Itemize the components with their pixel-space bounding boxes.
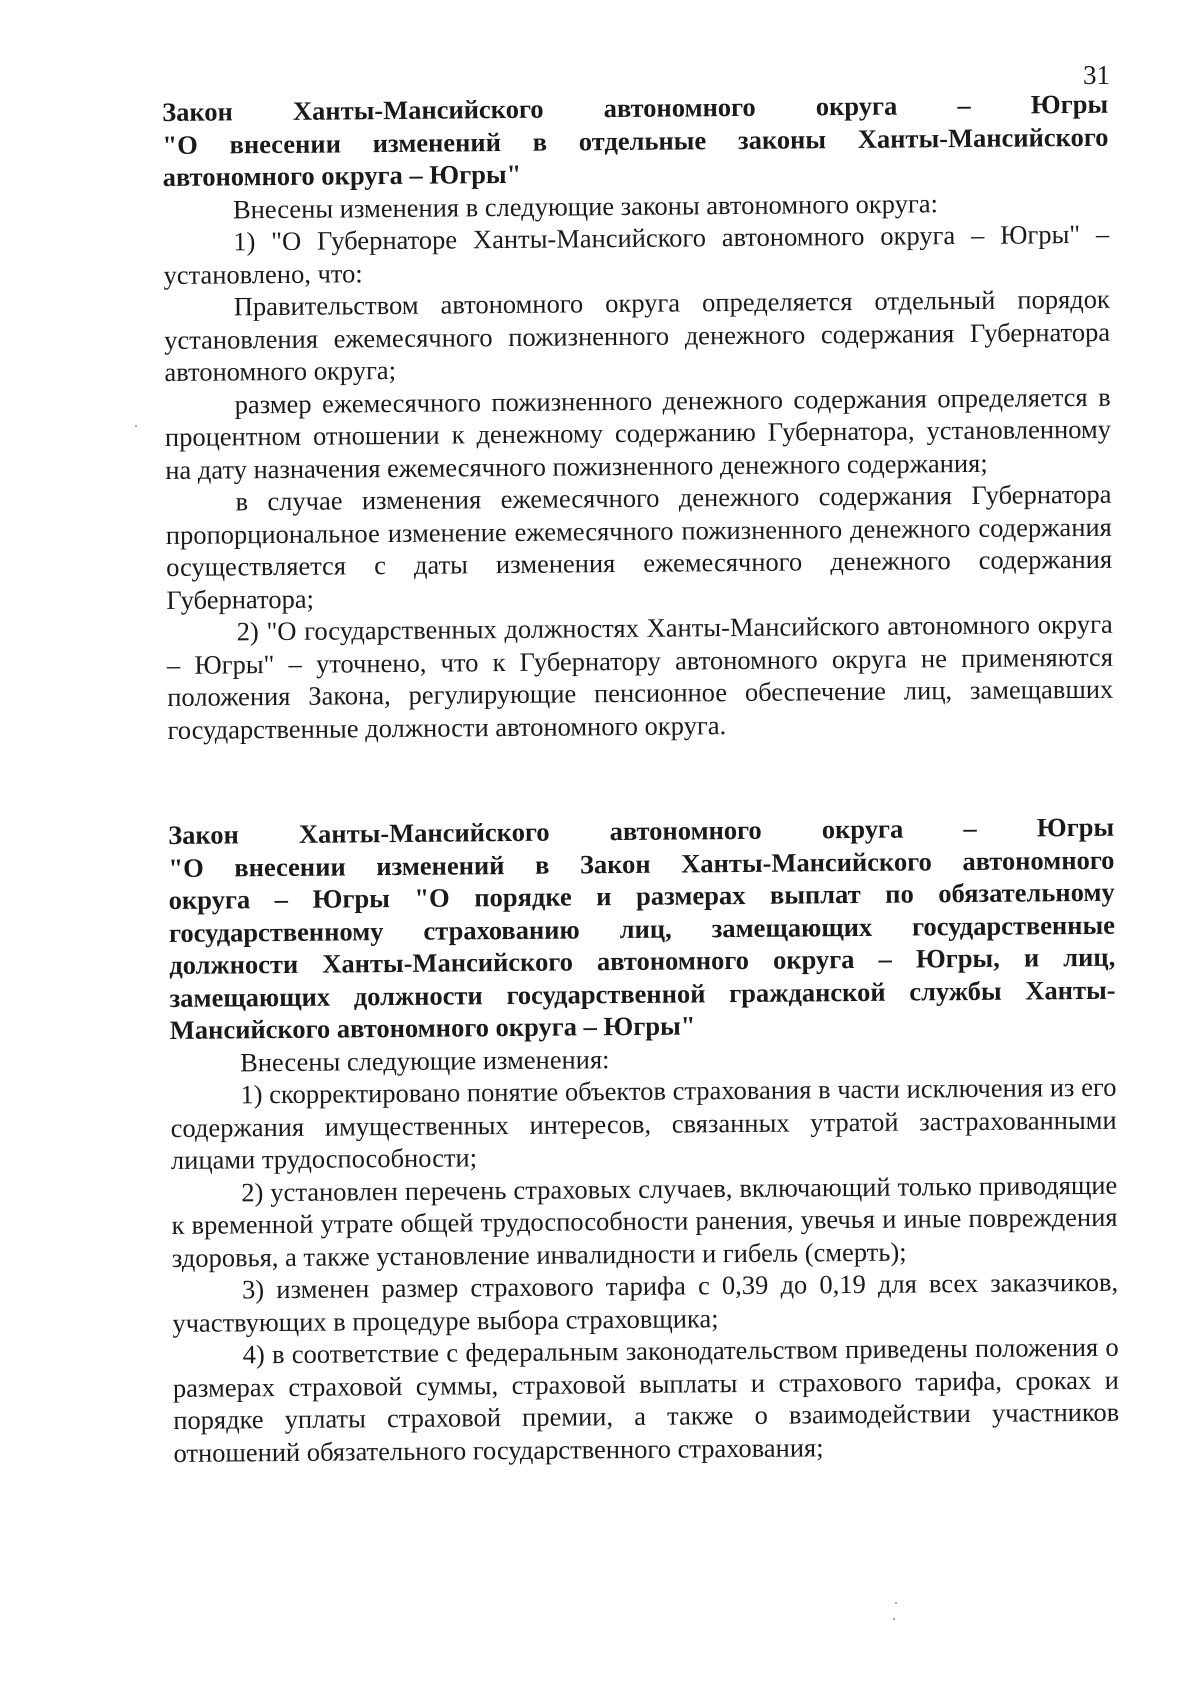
law-section-governor (162, 88, 1114, 746)
paragraph: 2) установлен перечень страховых случаев, включающий только приводящие к временной утрате общей трудоспособности ранения, увечья и иные повреждения здоровья, а также установление инвалидности и гибель (смерть); (171, 1169, 1118, 1273)
paragraph: 1) "О Губернаторе Ханты-Мансийского автономного округа – Югры" – установлено, что: (163, 218, 1110, 290)
paragraph: 2) "О государственных должностях Ханты-Мансийского автономного округа – Югры" – уточнено, что к Губернатору автономного округа не применяются положения Закона, регулирующие пенсионное обеспечение лиц, замещавших государственные должности автономного округа. (166, 608, 1114, 745)
section-heading (162, 88, 1109, 194)
heading-line: государственному страхованию лиц, замещающих государственные (168, 909, 1116, 948)
scan-speck (895, 1602, 897, 1604)
paragraph: 3) изменен размер страхового тарифа с 0,39 до 0,19 для всех заказчиков, участвующих в процедуре выбора страховщика; (172, 1266, 1119, 1338)
heading-line: автономного округа – Югры" (162, 158, 522, 192)
heading-line: Закон Ханты-Мансийского автономного округа – Югры (168, 811, 1115, 850)
page-number: 31 (1083, 60, 1110, 90)
heading-line: должности Ханты-Мансийского автономного округа – Югры, и лиц, (169, 941, 1116, 980)
paragraph: Внесены следующие изменения: (239, 1043, 610, 1077)
paragraph: размер ежемесячного пожизненного денежного содержания определяется в процентном отношении к денежному содержанию Губернатора, установленному на дату назначения ежемесячного пожизненного денежного содержания; (164, 381, 1112, 485)
heading-line: Мансийского автономного округа – Югры" (169, 1010, 696, 1045)
paragraph: 4) в соответствие с федеральным законодательством приведены положения о размерах страховой суммы, страховой выплаты и страхового тарифа, сроках и порядке уплаты страховой премии, а также о взаимодействии участников отношений обязательного государственного страхования; (172, 1331, 1120, 1468)
paragraph: 1) скорректировано понятие объектов страхования в части исключения из его содержания имущественных интересов, связанных утратой застрахованными лицами трудоспособности; (170, 1071, 1117, 1175)
heading-line: "О внесении изменений в отдельные законы Ханты-Мансийского (162, 121, 1109, 160)
paragraph: в случае изменения ежемесячного денежного содержания Губернатора пропорциональное изменение ежемесячного пожизненного денежного содержания осуществляется с даты изменения ежемесячного денежного содержания Губернатора; (165, 478, 1113, 615)
heading-line: "О внесении изменений в Закон Ханты-Мансийского автономного (168, 844, 1115, 883)
heading-line: Закон Ханты-Мансийского автономного округа – Югры (162, 88, 1109, 127)
heading-line: округа – Югры "О порядке и размерах выплат по обязательному (168, 876, 1115, 915)
scan-speck (135, 425, 137, 427)
law-section-insurance (168, 811, 1120, 1469)
section-heading (168, 811, 1116, 1047)
scan-speck (893, 1618, 895, 1620)
paragraph: Правительством автономного округа определяется отдельный порядок установления ежемесячного пожизненного денежного содержания Губернатора автономного округа; (163, 283, 1111, 387)
paragraph: Внесены изменения в следующие законы автономного округа: (232, 187, 938, 224)
heading-line: замещающих должности государственной гражданской службы Ханты- (169, 974, 1116, 1013)
